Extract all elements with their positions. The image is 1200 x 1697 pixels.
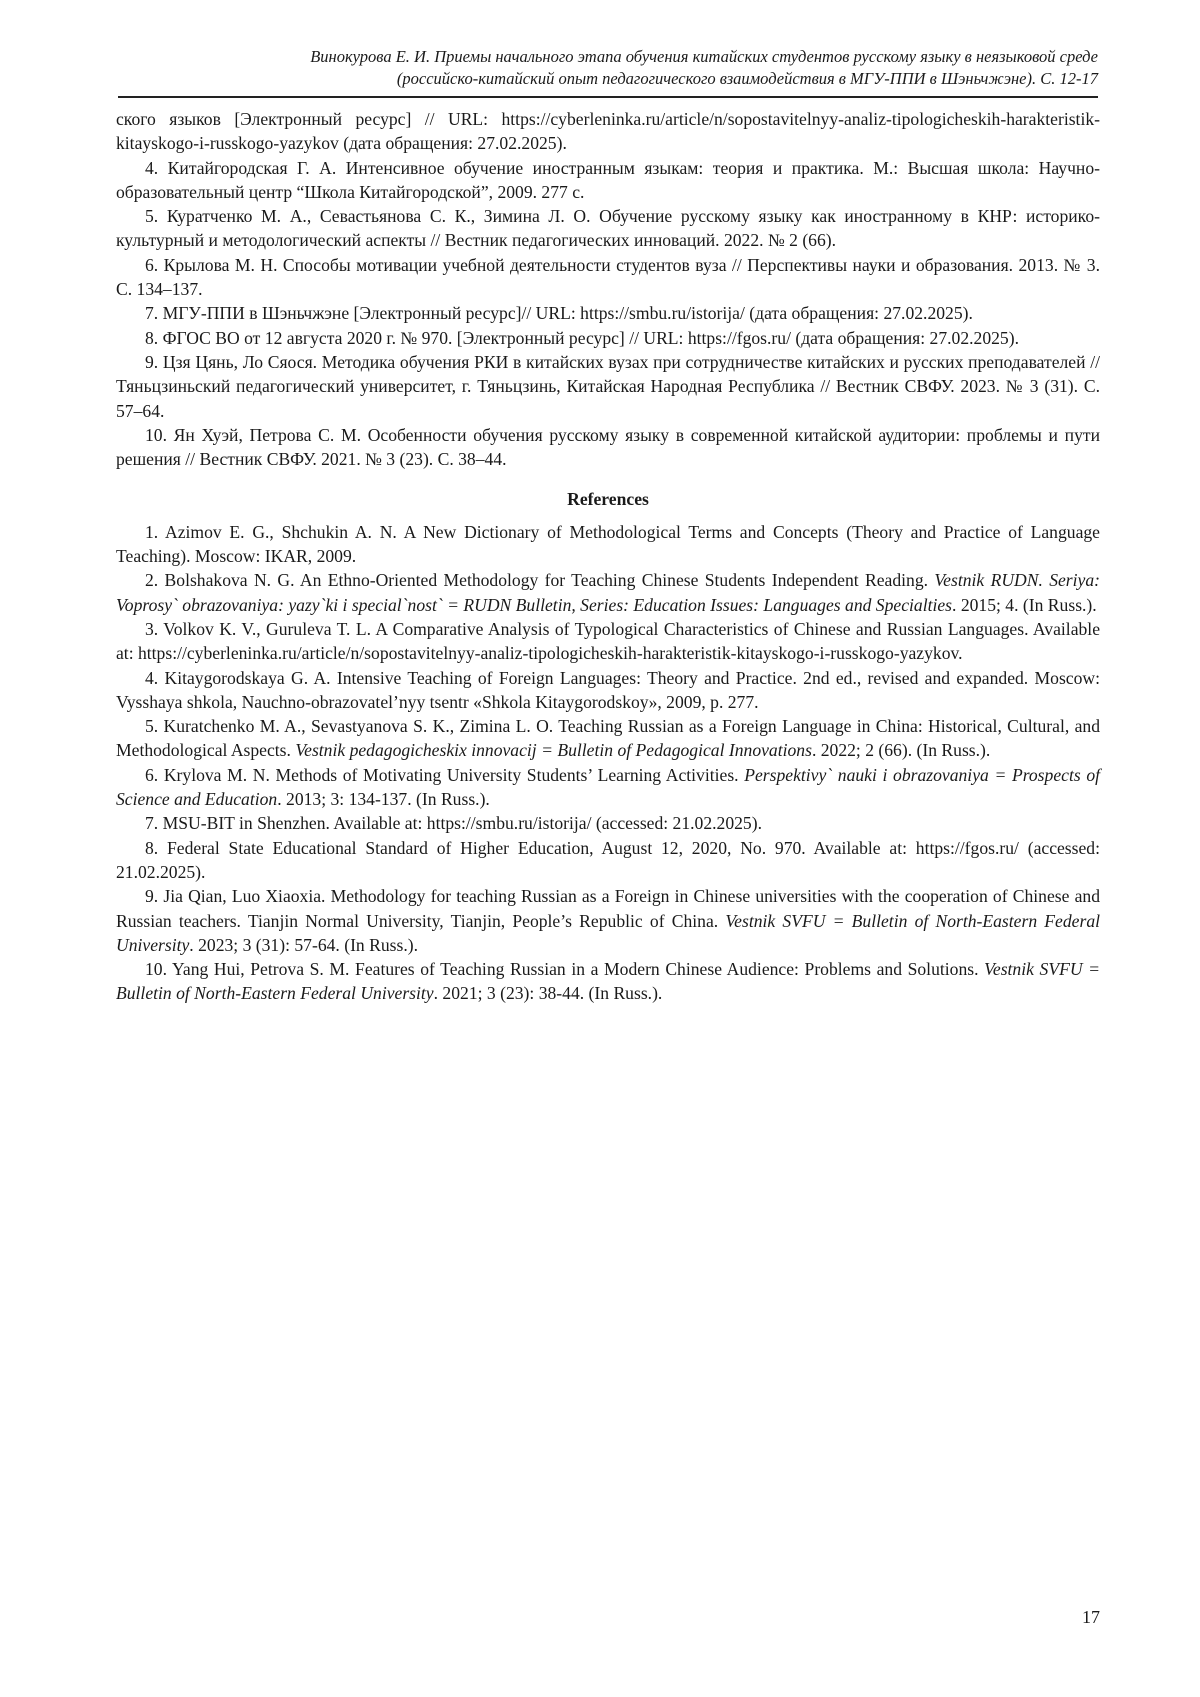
en-reference-6-text: 6. Krylova M. N. Methods of Motivating University Students’ Learning Activities. xyxy=(145,765,744,785)
en-reference-10-details: . 2021; 3 (23): 38-44. (In Russ.). xyxy=(434,983,663,1003)
article-body xyxy=(116,107,1100,1006)
en-reference-5-text: 5. Kuratchenko M. A., Sevastyanova S. K., Zimina L. O. Teaching Russian as a Foreign Language in China: Historical, Cultural, and Methodological Aspects. xyxy=(116,716,1100,760)
en-reference-3 xyxy=(116,617,1100,666)
ru-reference-4: 4. Китайгородская Г. А. Интенсивное обучение иностранным языкам: теория и практика. М.: Высшая школа: Научно-образовательный центр “Школа Китайгородской”, 2009. 277 с. xyxy=(116,156,1100,205)
en-reference-6-details: . 2013; 3: 134-137. (In Russ.). xyxy=(277,789,490,809)
en-reference-6-journal: Perspektivy` nauki i obrazovaniya = Prospects of Science and Education xyxy=(116,765,1100,809)
en-reference-8: 8. Federal State Educational Standard of Higher Education, August 12, 2020, No. 970. Available at: https://fgos.ru/ (accessed: 21.02.2025). xyxy=(116,836,1100,885)
en-reference-5-journal: Vestnik pedagogicheskix innovacij = Bulletin of Pedagogical Innovations xyxy=(295,740,812,760)
en-reference-10-journal: Vestnik SVFU = Bulletin of North-Eastern Federal University xyxy=(116,959,1100,1003)
en-reference-2 xyxy=(116,568,1100,617)
journal-page xyxy=(0,0,1200,1697)
ru-reference-10: 10. Ян Хуэй, Петрова С. М. Особенности обучения русскому языку в современной китайской аудитории: проблемы и пути решения // Вестник СВФУ. 2021. № 3 (23). С. 38–44. xyxy=(116,423,1100,472)
running-head-line-1: Винокурова Е. И. Приемы начального этапа обучения китайских студентов русскому языку в неязыковой среде xyxy=(118,46,1098,68)
en-reference-3-text: 3. Volkov K. V., Guruleva T. L. A Comparative Analysis of Typological Characteristics of Chinese and Russian Languages. Available at: xyxy=(116,619,1100,663)
en-reference-10 xyxy=(116,957,1100,1006)
en-reference-9 xyxy=(116,884,1100,957)
en-reference-2-journal: Vestnik RUDN. Seriya: Voprosy` obrazovaniya: yazy`ki i special`nost` = RUDN Bulletin, Series: Education Issues: Languages and Specialties xyxy=(116,570,1100,614)
en-reference-2-text: 2. Bolshakova N. G. An Ethno-Oriented Methodology for Teaching Chinese Students Independent Reading. xyxy=(145,570,934,590)
ru-reference-5: 5. Куратченко М. А., Севастьянова С. К., Зимина Л. О. Обучение русскому языку как иностранному в КНР: историко-культурный и методологический аспекты // Вестник педагогических инноваций. 2022. № 2 (66). xyxy=(116,204,1100,253)
en-reference-10-text: 10. Yang Hui, Petrova S. M. Features of Teaching Russian in a Modern Chinese Audience: Problems and Solutions. xyxy=(145,959,984,979)
en-reference-3-url: https://cyberleninka.ru/article/n/sopostavitelnyy-analiz-tipologicheskih-harakteristik-kitayskogo-i-russkogo-yazykov. xyxy=(138,643,963,663)
en-reference-9-details: . 2023; 3 (31): 57-64. (In Russ.). xyxy=(189,935,418,955)
ru-reference-9: 9. Цзя Цянь, Ло Сяося. Методика обучения РКИ в китайских вузах при сотрудничестве китайских и русских преподавателей // Тяньцзиньский педагогический университет, г. Тяньцзинь, Китайская Народная Республика // Вестник СВФУ. 2023. № 3 (31). С. 57–64. xyxy=(116,350,1100,423)
ru-reference-7: 7. МГУ-ППИ в Шэньчжэне [Электронный ресурс]// URL: https://smbu.ru/istorija/ (дата обращения: 27.02.2025). xyxy=(116,301,1100,325)
ru-reference-6: 6. Крылова М. Н. Способы мотивации учебной деятельности студентов вуза // Перспективы науки и образования. 2013. № 3. С. 134–137. xyxy=(116,253,1100,302)
en-reference-6 xyxy=(116,763,1100,812)
en-reference-9-journal: Vestnik SVFU = Bulletin of North-Eastern Federal University xyxy=(116,911,1100,955)
header-divider xyxy=(118,96,1098,98)
references-heading: References xyxy=(116,487,1100,511)
en-reference-5-details: . 2022; 2 (66). (In Russ.). xyxy=(812,740,990,760)
en-reference-9-text: 9. Jia Qian, Luo Xiaoxia. Methodology for teaching Russian as a Foreign in Chinese universities with the cooperation of Chinese and Russian teachers. Tianjin Normal University, Tianjin, People’s Republic of China. xyxy=(116,886,1100,930)
en-reference-5 xyxy=(116,714,1100,763)
running-head-line-2: (российско-китайский опыт педагогического взаимодействия в МГУ-ППИ в Шэньчжэне). С. 12-17 xyxy=(118,68,1098,90)
en-reference-2-details: . 2015; 4. (In Russ.). xyxy=(952,595,1097,615)
en-reference-4: 4. Kitaygorodskaya G. A. Intensive Teaching of Foreign Languages: Theory and Practice. 2nd ed., revised and expanded. Moscow: Vysshaya shkola, Nauchno-obrazovatel’nyy tsentr «Shkola Kitaygorodskoy», 2009, p. 277. xyxy=(116,666,1100,715)
en-reference-1: 1. Azimov E. G., Shchukin A. N. A New Dictionary of Methodological Terms and Concepts (Theory and Practice of Language Teaching). Moscow: IKAR, 2009. xyxy=(116,520,1100,569)
page-number: 17 xyxy=(1060,1607,1100,1628)
ru-reference-8: 8. ФГОС ВО от 12 августа 2020 г. № 970. [Электронный ресурс] // URL: https://fgos.ru/ (дата обращения: 27.02.2025). xyxy=(116,326,1100,350)
running-head xyxy=(118,46,1098,90)
ru-reference-continuation: ского языков [Электронный ресурс] // URL: https://cyberleninka.ru/article/n/sopostavitelnyy-analiz-tipologicheskih-harakteristik-kitayskogo-i-russkogo-yazykov (дата обращения: 27.02.2025). xyxy=(116,107,1100,156)
en-reference-7: 7. MSU-BIT in Shenzhen. Available at: https://smbu.ru/istorija/ (accessed: 21.02.2025). xyxy=(116,811,1100,835)
